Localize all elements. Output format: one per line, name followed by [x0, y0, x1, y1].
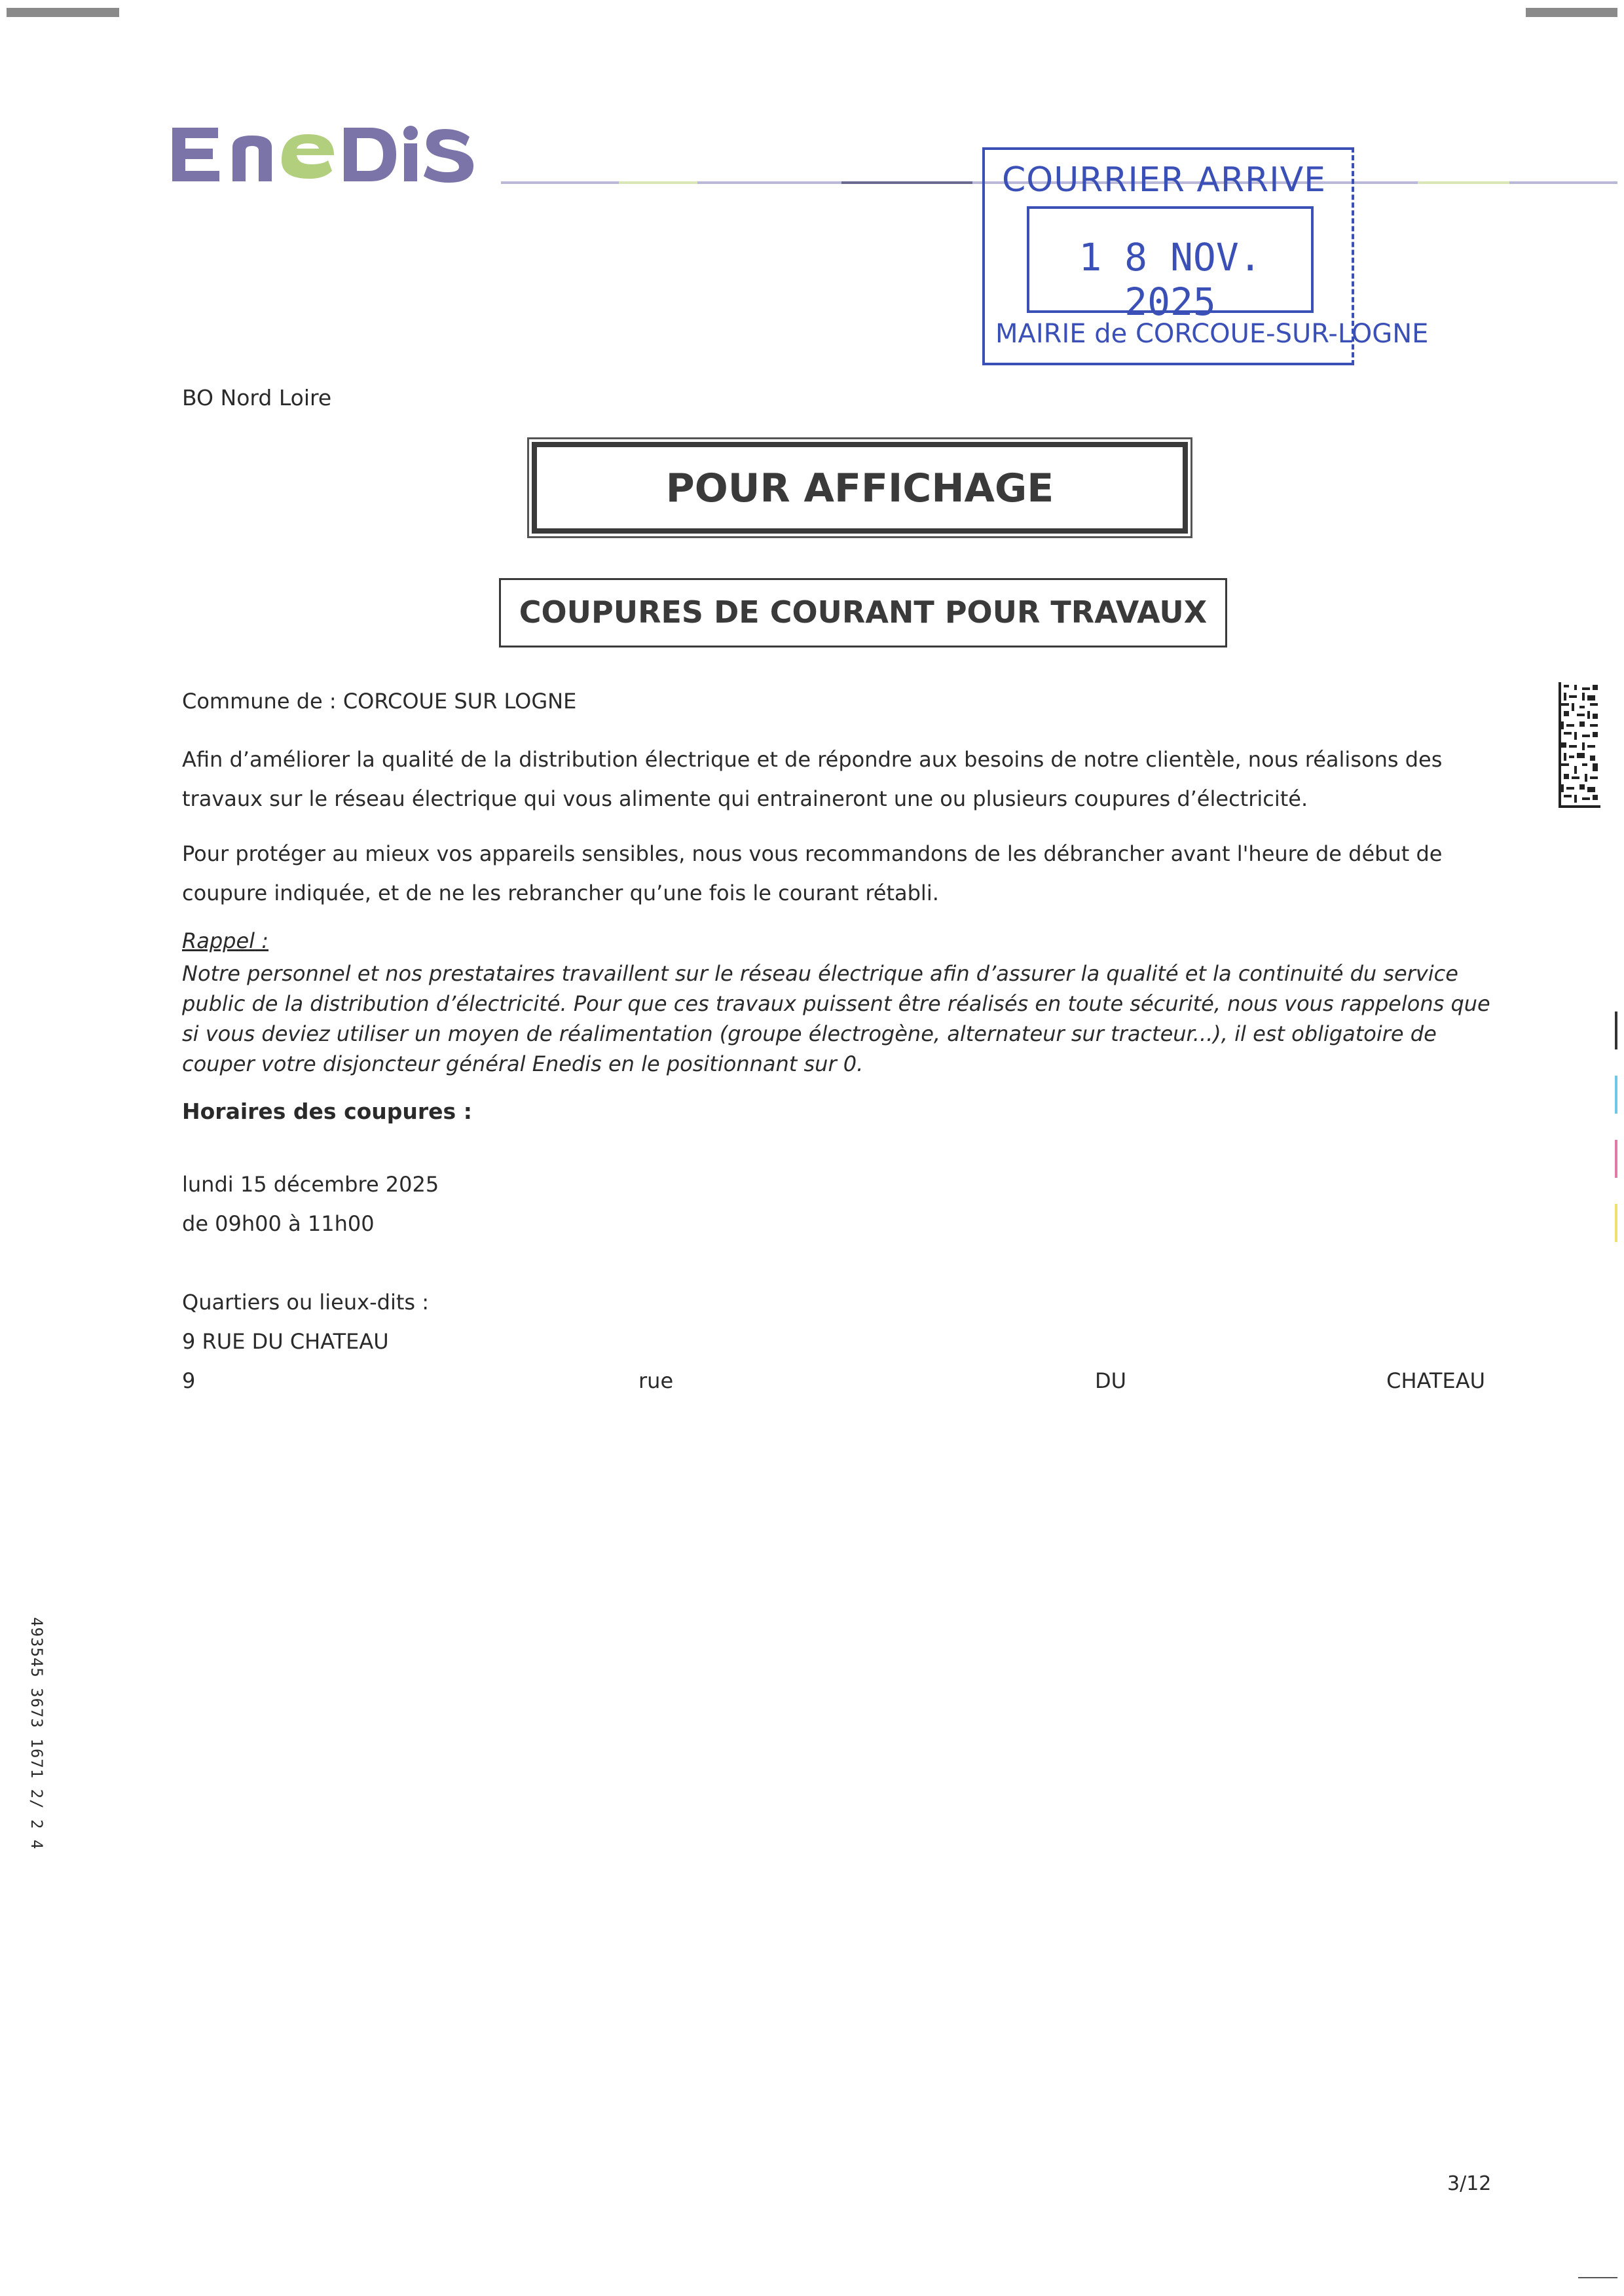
rappel-label: Rappel	[182, 928, 255, 953]
address-type: rue	[638, 1368, 674, 1393]
advice-paragraph: Pour protéger au mieux vos appareils sensibles, nous vous recommandons de les débrancher avant l'heure de début de coupure indiquée, et de ne les rebrancher qu’une fois le courant rétabli.	[182, 841, 1443, 905]
schedule-hours: de 09h00 à 11h00	[182, 1211, 375, 1236]
intro-paragraph: Afin d’améliorer la qualité de la distribution électrique et de répondre aux besoins de notre clientèle, nous réalisons des travaux sur le réseau électrique qui vous alimente qui entraineront une ou plusieurs coupures d’électricité.	[182, 747, 1443, 811]
schedule-date: lundi 15 décembre 2025	[182, 1172, 439, 1197]
stamp-date-box	[1027, 206, 1314, 324]
rappel-heading	[182, 928, 268, 953]
side-tracking-code: 493545 3673 1671 2/ 2 4	[28, 1617, 46, 1850]
sender: BO Nord Loire	[182, 385, 332, 410]
tick-yellow	[1615, 1204, 1617, 1242]
subheadline-box	[499, 578, 1227, 647]
stamp-title: COURRIER ARRIVE	[1002, 160, 1327, 200]
stamp-recipient: MAIRIE de CORCOUE-SUR-LOGNE	[995, 319, 1429, 349]
address-number: 9	[182, 1368, 196, 1393]
scan-mark-left	[7, 8, 119, 17]
headline: POUR AFFICHAGE	[665, 465, 1054, 511]
schedule-heading: Horaires des coupures :	[182, 1099, 472, 1124]
location-address: 9 RUE DU CHATEAU	[182, 1329, 389, 1354]
rappel-text: Notre personnel et nos prestataires travaillent sur le réseau électrique afin d’assurer la qualité et la continuité du service public de la distribution d’électricité. Pour que ces travaux puissent être réalisés en toute sécurité, nous vous rappelons que si vous deviez utiliser un moyen de réalimentation (groupe électrogène, alternateur sur tracteur...), il est obligatoire de couper votre disjoncteur général Enedis en le positionnant sur 0.	[182, 961, 1490, 1076]
address-name: CHATEAU	[1386, 1368, 1485, 1393]
tick-cyan	[1615, 1076, 1617, 1114]
scan-mark-right	[1526, 8, 1617, 17]
color-calibration-ticks	[1615, 1011, 1619, 1268]
commune: Commune de : CORCOUE SUR LOGNE	[182, 689, 577, 714]
page-number: 3/12	[1447, 2172, 1492, 2195]
locations-heading: Quartiers ou lieux-dits :	[182, 1290, 429, 1315]
arrival-stamp	[982, 147, 1429, 367]
tick-black	[1615, 1011, 1617, 1049]
tick-magenta	[1615, 1140, 1617, 1178]
enedis-logo	[167, 115, 481, 193]
headline-box	[532, 442, 1188, 534]
rappel-colon: :	[255, 928, 268, 953]
subheadline: COUPURES DE COURANT POUR TRAVAUX	[519, 594, 1208, 630]
stamp-date: 1 8 NOV. 2025	[1079, 235, 1262, 324]
datamatrix-code	[1559, 682, 1600, 808]
address-article: DU	[1095, 1368, 1127, 1393]
bottom-edge-mark	[1578, 2277, 1617, 2278]
address-parts-row	[182, 1368, 1485, 1393]
